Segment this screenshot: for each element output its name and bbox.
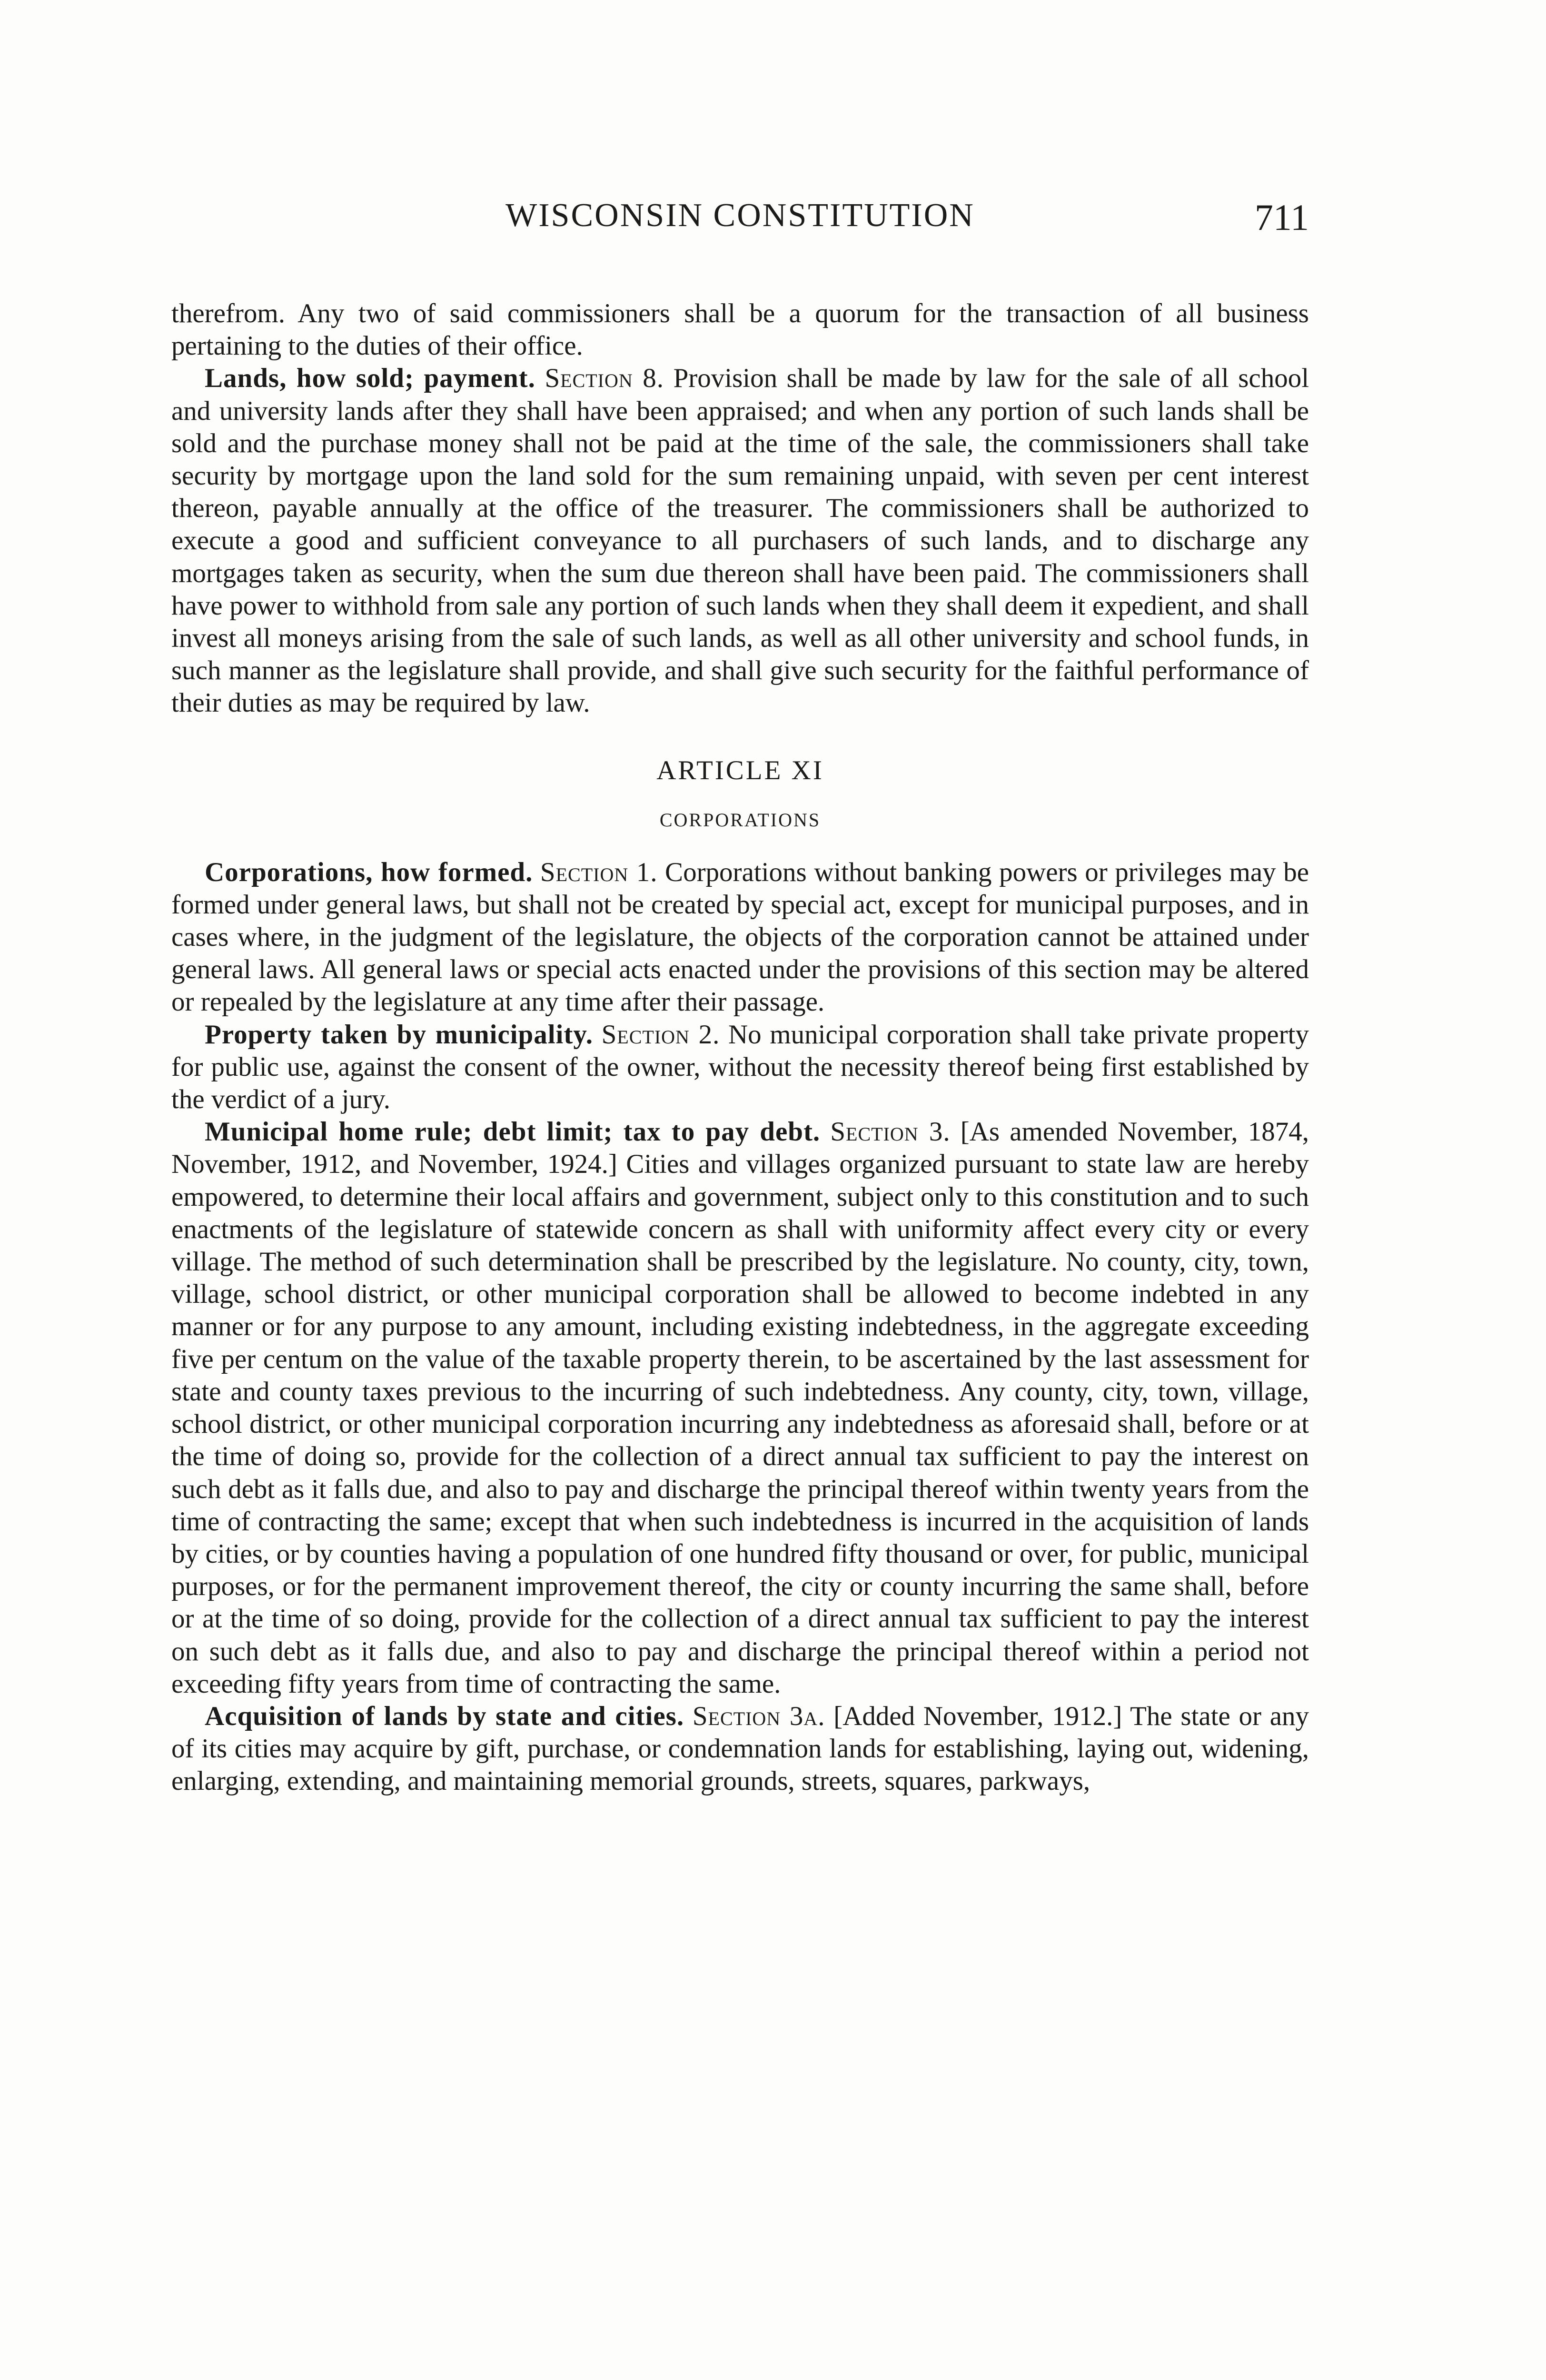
section-number: Section 3. [830, 1117, 951, 1147]
section-text: Cities and villages organized pursuant to state law are hereby empowered, to determine their local affairs and government, subject only to this constitution and to such enactments of the legislature of statewide concern as shall with uniformity affect every city or every village. The method of such determination shall be prescribed by the legislature. No county, city, town, village, school district, or other municipal corporation shall be allowed to become indebted in any manner or for any purpose to any amount, including existing indebtedness, in the aggregate exceeding five per centum on the value of the taxable property therein, to be ascertained by the last assessment for state and county taxes previous to the incurring of such indebtedness. Any county, city, town, village, school district, or other municipal corporation incurring any indebtedness as aforesaid shall, before or at the time of doing so, provide for the collection of a direct annual tax sufficient to pay the interest on such debt as it falls due, and also to pay and discharge the principal thereof within twenty years from the time of contracting the same; except that when such indebtedness is incurred in the acquisition of lands by cities, or by counties having a population of one hundred fifty thousand or over, for public, municipal purposes, or for the permanent improvement thereof, the city or county incurring the same shall, before or at the time of so doing, provide for the collection of a direct annual tax sufficient to pay the interest on such debt as it falls due, and also to pay and discharge the principal thereof within a period not exceeding fifty years from time of contracting the same. [171, 1149, 1309, 1699]
article-section-paragraph [171, 856, 1309, 1019]
article-section-paragraph [171, 1019, 1309, 1116]
section-text: The state or any of its cities may acquire by gift, purchase, or condemnation lands for establishing, laying out, widening, enlarging, extending, and maintaining memorial grounds, streets, squares, parkways, [171, 1701, 1309, 1796]
section-text: No municipal corporation shall take private property for public use, against the consent of the owner, without the necessity thereof being first established by the verdict of a jury. [171, 1019, 1309, 1115]
amendment-note: [As amended November, 1874, November, 1912, and November, 1924.] [171, 1117, 1309, 1180]
section-heading: Lands, how sold; payment. [205, 363, 535, 394]
amendment-note: [Added November, 1912.] [833, 1701, 1122, 1731]
section-number: Section 3a. [692, 1701, 825, 1731]
running-title: WISCONSIN CONSTITUTION [505, 197, 975, 234]
section-text: Provision shall be made by law for the sale of all school and university lands after they shall have been appraised; and when any portion of such lands shall be sold and the purchase money shall not be paid at the time of the sale, the commissioners shall take security by mortgage upon the land sold for the sum remaining unpaid, with seven per cent interest thereon, payable annually at the office of the treasurer. The commissioners shall be authorized to execute a good and sufficient conveyance to all purchasers of such lands, and to discharge any mortgages taken as security, when the sum due thereon shall have been paid. The commissioners shall have power to withhold from sale any portion of such lands when they shall deem it expedient, and shall invest all moneys arising from the sale of such lands, as well as all other university and school funds, in such manner as the legislature shall provide, and shall give such security for the faithful performance of their duties as may be required by law. [171, 363, 1309, 718]
section-heading: Acquisition of lands by state and cities. [205, 1701, 684, 1731]
section-text: Corporations without banking powers or privileges may be formed under general laws, but shall not be created by special act, except for municipal purposes, and in cases where, in the judgment of the legislature, the objects of the corporation cannot be attained under general laws. All general laws or special acts enacted under the provisions of this section may be altered or repealed by the legislature at any time after their passage. [171, 857, 1309, 1017]
page-number: 711 [1254, 197, 1309, 238]
article-section-paragraph [171, 1116, 1309, 1700]
section-number: Section 2. [601, 1019, 720, 1050]
page-header [171, 199, 1309, 251]
article-section-paragraph [171, 1700, 1309, 1798]
article-title: ARTICLE XI [656, 755, 824, 785]
section-8-paragraph [171, 362, 1309, 719]
article-subtitle: CORPORATIONS [659, 809, 821, 831]
section-heading: Municipal home rule; debt limit; tax to pay debt. [205, 1117, 821, 1147]
section-heading: Corporations, how formed. [205, 857, 533, 887]
page-body [171, 298, 1309, 1798]
continuation-paragraph: therefrom. Any two of said commissioners shall be a quorum for the transaction of all business pertaining to the duties of their office. [171, 298, 1309, 361]
section-heading: Property taken by municipality. [205, 1019, 593, 1050]
section-number: Section 1. [540, 857, 658, 887]
section-number: Section 8. [545, 363, 664, 394]
